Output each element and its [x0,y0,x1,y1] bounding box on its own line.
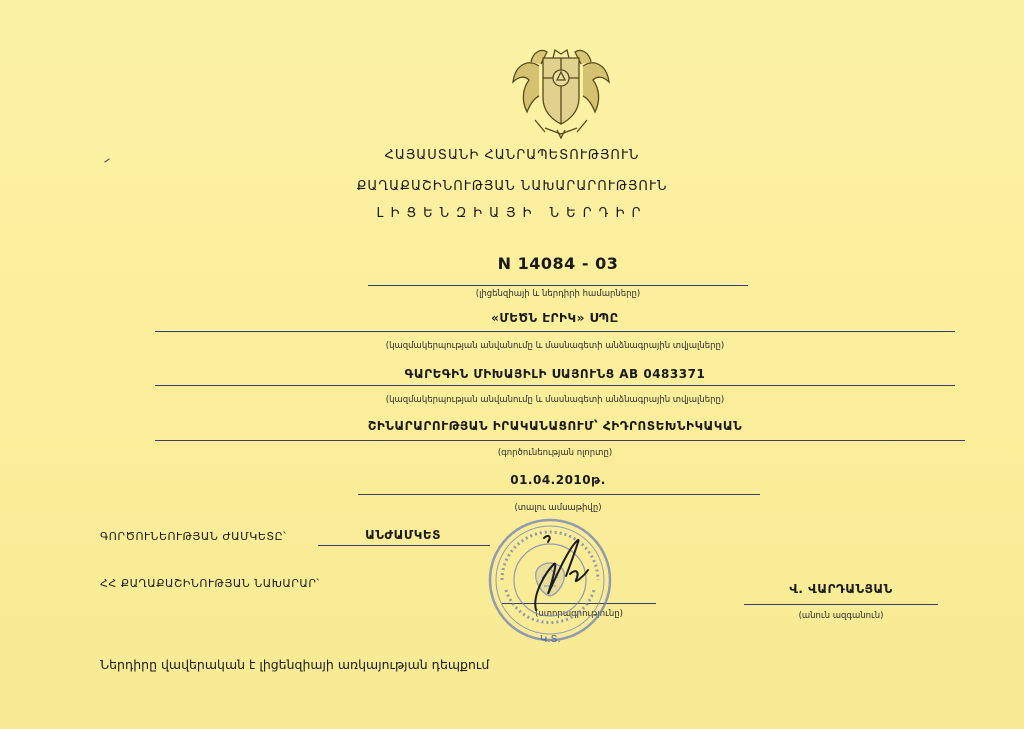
organization-name: «ՄԵԾՆ ԷՐԻԿ» ՍՊԸ [491,311,619,325]
coat-of-arms-icon [505,36,617,140]
date-caption: (տալու ամսաթիվը) [514,503,602,513]
organization-caption: (կազմակերպության անվանումը և մասնագետի անձնագրային տվյալները) [385,341,725,351]
term-value: ԱՆԺԱՄԿԵՏ [365,528,441,542]
rule-number [368,285,748,286]
rule-term [318,545,490,546]
stamp-mark: Կ.Տ. [540,634,561,645]
activity-field: ՇԻՆԱՐԱՐՈՒԹՅԱՆ ԻՐԱԿԱՆԱՑՈՒՄ՝ ՀԻԴՐՈՏԵԽՆԻԿԱԿԱՆ [367,419,743,433]
header-document-title: ԼԻՑԵՆԶԻԱՅԻ ՆԵՐԴԻՐ [376,206,648,221]
header-country: ՀԱՅԱՍՏԱՆԻ ՀԱՆՐԱՊԵՏՈՒԹՅՈՒՆ [384,148,640,163]
rule-specialist [155,385,955,386]
specialist-caption: (կազմակերպության անվանումը և մասնագետի անձնագրային տվյալները) [385,395,725,405]
footer-validity-note: Ներդիրը վավերական է լիցենզիայի առկայության դեպքում [100,657,490,672]
signature-caption: (ստորագրությունը) [535,609,623,619]
minister-label: ՀՀ ՔԱՂԱՔԱՇԻՆՈՒԹՅԱՆ ՆԱԽԱՐԱՐ՝ [100,577,320,590]
rule-activity [155,440,965,441]
rule-minister-name [744,604,938,605]
license-number: N 14084 - 03 [497,254,619,273]
header-ministry: ՔԱՂԱՔԱՇԻՆՈՒԹՅԱՆ ՆԱԽԱՐԱՐՈՒԹՅՈՒՆ [356,179,668,194]
rule-organization [155,331,955,332]
rule-date [358,494,760,495]
term-label: ԳՈՐԾՈՒՆԵՈՒԹՅԱՆ ԺԱՄԿԵՏԸ՝ [100,530,287,543]
issue-date: 01.04.2010թ. [510,473,606,487]
name-caption: (անուն ազգանուն) [798,611,884,621]
number-caption: (լիցենզիայի և ներդիրի համարները) [475,289,641,299]
activity-caption: (գործունեության ոլորտը) [497,448,613,458]
minister-name: Վ. ՎԱՐԴԱՆՅԱՆ [789,582,893,596]
specialist-data: ԳԱՐԵԳԻՆ ՄԻԽԱՅԻԼԻ ՍԱՅՈՒՆՑ AB 0483371 [404,367,706,381]
